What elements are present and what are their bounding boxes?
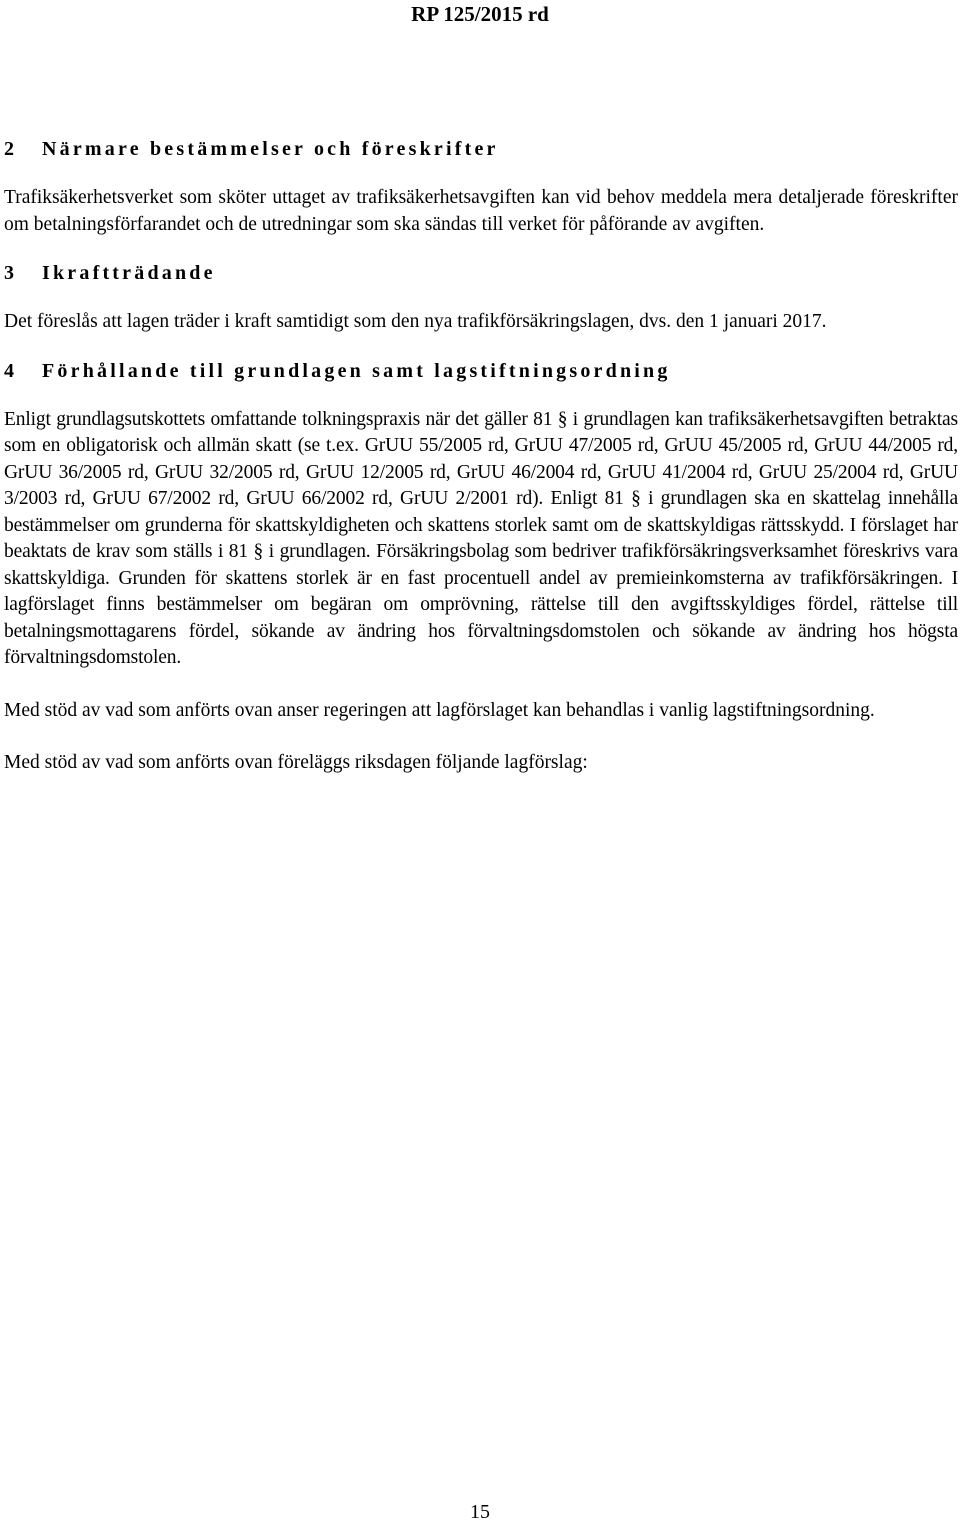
section-4-paragraph-3: Med stöd av vad som anförts ovan föreläggs riksdagen följande lagförslag:: [4, 752, 588, 773]
section-number: 4: [4, 359, 14, 382]
section-2-paragraph: Trafiksäkerhetsverket som sköter uttaget av trafiksäkerhetsavgiften kan vid behov meddela mera detaljerade föreskrifter om betalningsförfarandet och de utredningar som ska sändas till verket för påförande av avgiften.: [4, 187, 958, 235]
section-heading-4: [4, 358, 958, 384]
section-4-paragraph-1: Enligt grundlagsutskottets omfattande tolkningspraxis när det gäller 81 § i grundlagen kan trafiksäkerhetsavgiften betraktas som en obligatorisk och allmän skatt (se t.ex. GrUU 55/2005 rd, GrUU 47/2005 rd, GrUU 45/2005 rd, GrUU 44/2005 rd, GrUU 36/2005 rd, GrUU 32/2005 rd, GrUU 12/2005 rd, GrUU 46/2004 rd, GrUU 41/2004 rd, GrUU 25/2004 rd, GrUU 3/2003 rd, GrUU 67/2002 rd, GrUU 66/2002 rd, GrUU 2/2001 rd). Enligt 81 § i grundlagen ska en skattelag innehålla bestämmelser om grunderna för skattskyldigheten och skattens storlek samt om de skattskyldigas rättsskydd. I förslaget har beaktats de krav som ställs i 81 § i grundlagen. Försäkringsbolag som bedriver trafikförsäkringsverksamhet föreskrivs vara skattskyldiga. Grunden för skattens storlek är en fast procentuell andel av premieinkomsterna av trafikförsäkringen. I lagförslaget finns bestämmelser om begäran om omprövning, rättelse till den avgiftsskyldiges fördel, rättelse till betalningsmottagarens fördel, sökande av ändring hos förvaltningsdomstolen och sökande av ändring hos högsta förvaltningsdomstolen.: [4, 408, 958, 668]
section-number: 3: [4, 262, 14, 284]
section-title: Närmare bestämmelser och föreskrifter: [42, 138, 499, 160]
page-body: [4, 136, 958, 777]
section-heading-3: [4, 260, 958, 286]
section-4-paragraph-2: Med stöd av vad som anförts ovan anser regeringen att lagförslaget kan behandlas i vanlig lagstiftningsordning.: [4, 699, 875, 721]
running-header: RP 125/2015 rd: [411, 2, 549, 26]
section-number: 2: [4, 138, 14, 160]
section-title: Förhållande till grundlagen samt lagstiftningsordning: [42, 359, 671, 382]
page-number: 15: [470, 1501, 490, 1523]
section-heading-2: [4, 136, 958, 162]
section-title: Ikraftträdande: [42, 262, 216, 284]
section-3-paragraph: Det föreslås att lagen träder i kraft samtidigt som den nya trafikförsäkringslagen, dvs. den 1 januari 2017.: [4, 311, 827, 332]
